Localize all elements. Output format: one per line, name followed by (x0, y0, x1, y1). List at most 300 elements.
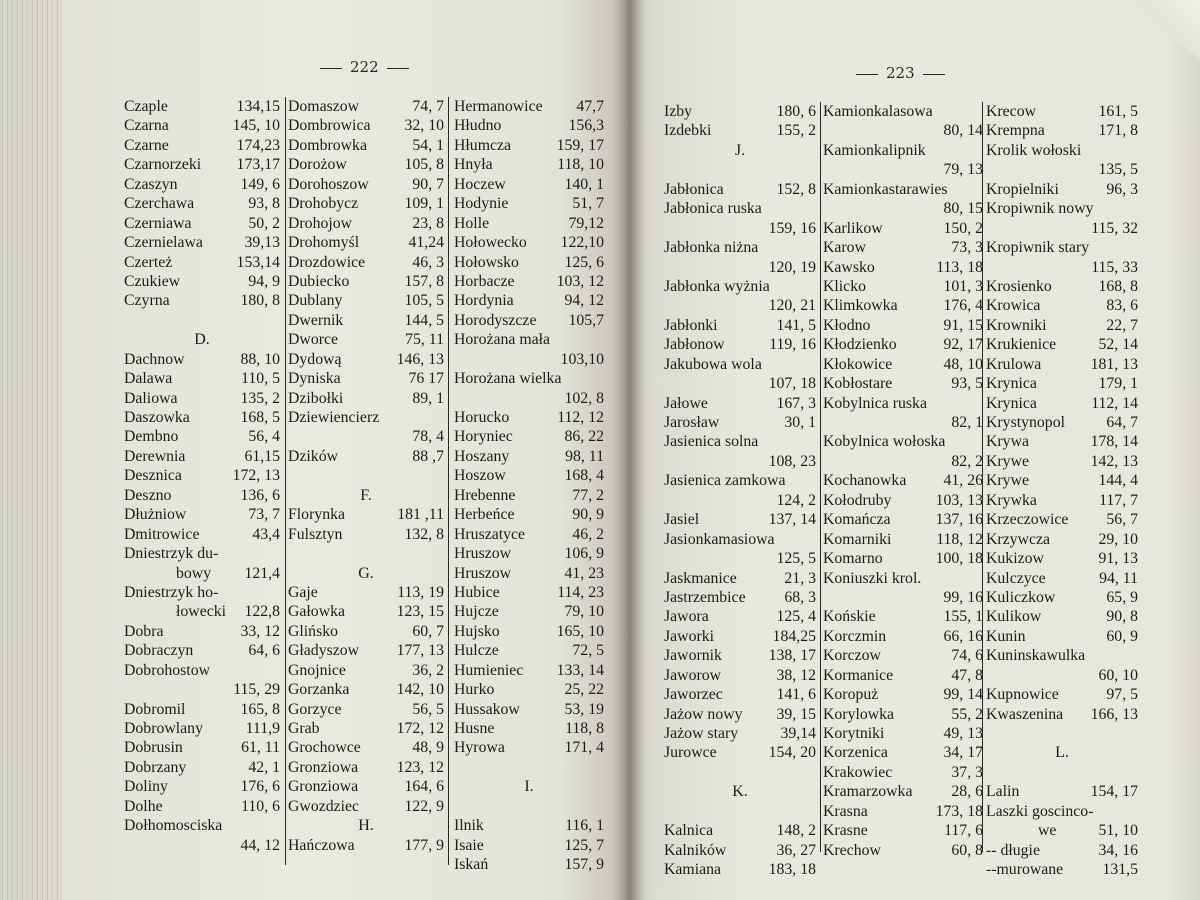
index-entry (288, 389, 444, 408)
place-name: Kupnowice (986, 686, 1059, 704)
page-reference: 73, 3 (951, 239, 983, 257)
right-page-number-text: 223 (886, 64, 915, 82)
place-name: Kłokowice (823, 355, 893, 373)
place-name: Kalników (664, 841, 727, 859)
page-reference: 137, 16 (935, 511, 983, 529)
page-reference: 123, 15 (396, 603, 444, 621)
place-name: Horbacze (454, 272, 515, 290)
page-reference: 76 17 (408, 370, 444, 388)
place-name: Hoczew (454, 175, 506, 193)
page-reference: 41, 26 (943, 472, 983, 490)
place-name: Jabłonow (664, 336, 725, 354)
right-column-3 (986, 102, 1138, 880)
column-rule (982, 102, 983, 852)
place-name: Herbeńce (454, 506, 515, 524)
place-name: Dorożow (288, 156, 347, 174)
index-entry (454, 311, 604, 330)
index-entry (454, 233, 604, 252)
place-name: Drohobycz (288, 195, 359, 213)
index-entry (664, 296, 816, 315)
index-entry (288, 350, 444, 369)
index-entry (454, 253, 604, 272)
index-entry (454, 836, 604, 855)
index-entry (664, 102, 816, 121)
index-entry (288, 291, 444, 310)
page-reference: 28, 6 (951, 783, 983, 801)
place-name: Kobylnica ruska (823, 394, 927, 412)
page-reference: 56, 5 (412, 700, 444, 718)
page-reference: 60, 9 (1106, 627, 1138, 645)
place-name: Kuliczkow (986, 588, 1056, 606)
place-name: Gorzanka (288, 681, 350, 699)
place-name: bowy (176, 564, 212, 582)
place-name: Dmitrowice (124, 525, 200, 543)
index-entry (664, 277, 816, 296)
index-entry (454, 505, 604, 524)
place-name: Jałowe (664, 394, 708, 412)
place-name: Hyrowa (454, 739, 505, 757)
page-reference: 53, 19 (564, 700, 604, 718)
place-name: Dwernik (288, 311, 344, 329)
index-entry (124, 233, 280, 252)
page-reference: 167, 3 (776, 394, 816, 412)
page-reference: 49, 13 (943, 725, 983, 742)
page-reference: 180, 6 (776, 103, 816, 120)
index-entry (454, 719, 604, 738)
index-entry (454, 661, 604, 680)
index-entry (454, 700, 604, 719)
left-column-1 (124, 97, 280, 855)
page-reference: 33, 12 (240, 622, 280, 640)
place-name: Dalawa (124, 370, 173, 388)
page-reference: 90, 8 (1106, 608, 1138, 626)
place-name: Hoszow (454, 467, 506, 485)
page-reference: 161, 5 (1098, 103, 1138, 120)
place-name: Krzeczowice (986, 511, 1069, 529)
page-reference: 47, 8 (951, 666, 983, 684)
index-entry (823, 569, 983, 588)
index-entry (823, 335, 983, 354)
index-entry (124, 369, 280, 388)
index-entry (124, 505, 280, 524)
index-entry (986, 666, 1138, 685)
index-entry (664, 841, 816, 860)
page-reference: 30, 1 (784, 414, 816, 431)
place-name: Hodynie (454, 195, 509, 213)
page-reference: 124, 2 (776, 491, 816, 509)
column-rule (448, 97, 449, 865)
index-entry (823, 471, 983, 490)
page-reference: 117, 6 (944, 822, 983, 840)
page-reference: 172, 12 (396, 720, 444, 737)
index-entry (454, 486, 604, 505)
page-reference: 98, 11 (565, 447, 604, 465)
page-reference: 73, 7 (248, 506, 280, 524)
place-name: Jasiel (664, 511, 700, 529)
place-name: Kalnica (664, 822, 714, 840)
place-name: Jabłonka niżna (664, 239, 759, 257)
place-name: Krowniki (986, 316, 1047, 334)
page-reference: 86, 22 (564, 428, 604, 446)
page-reference: 121,4 (244, 564, 280, 582)
page-reference: 183, 18 (768, 861, 816, 879)
place-name: Daszowka (124, 409, 190, 426)
page-reference: 68, 3 (784, 588, 816, 606)
index-entry (454, 330, 604, 349)
index-entry (288, 447, 444, 466)
place-name: Hruszatyce (454, 525, 526, 543)
right-column-1 (664, 102, 816, 880)
page-reference: 115, 33 (1091, 258, 1138, 276)
page-reference: 94, 12 (564, 292, 604, 310)
place-name: Humieniec (454, 661, 524, 679)
place-name: Hussakow (454, 700, 520, 718)
page-reference: 156,3 (568, 117, 604, 135)
page-reference: 171, 4 (564, 739, 604, 757)
place-name: Kamionkalipnik (823, 141, 926, 159)
page-reference: 113, 18 (936, 258, 983, 276)
index-entry (823, 394, 983, 413)
place-name: Hrebenne (454, 486, 516, 504)
place-name: Dobrohostow (124, 661, 211, 679)
index-entry (986, 607, 1138, 626)
index-entry (454, 855, 604, 874)
index-entry (823, 199, 983, 218)
place-name: Jawornik (664, 647, 722, 665)
index-entry (986, 296, 1138, 315)
page-reference: 99, 14 (943, 686, 983, 704)
index-entry (288, 175, 444, 194)
page-reference: 115, 29 (233, 681, 280, 699)
place-name: Doliny (124, 778, 168, 796)
index-entry (124, 758, 280, 777)
place-name: Hołowsko (454, 253, 519, 271)
place-name: Kawsko (823, 258, 875, 276)
place-name: Krywka (986, 491, 1037, 509)
page-reference: 116, 1 (565, 817, 604, 835)
place-name: Końskie (823, 608, 876, 626)
place-name: Jasionkamasiowa (664, 530, 775, 548)
page-reference: 79, 10 (564, 603, 604, 621)
place-name: Derewnia (124, 447, 186, 465)
place-name: Dobromil (124, 700, 186, 718)
index-entry (986, 685, 1138, 704)
bleed-through-text (95, 18, 104, 44)
index-entry (124, 194, 280, 213)
index-entry (454, 641, 604, 660)
page-reference: 51, 10 (1098, 822, 1138, 840)
index-entry (454, 97, 604, 116)
place-name: Kobłostare (823, 375, 893, 393)
index-entry (664, 530, 816, 549)
place-name: Glińsko (288, 622, 339, 640)
place-name: Kwaszenina (986, 705, 1064, 723)
place-name: Krynica (986, 394, 1037, 412)
page-reference: 122,10 (560, 234, 604, 252)
index-entry (823, 316, 983, 335)
place-name: Dniestrzyk ho- (124, 583, 219, 601)
index-entry (664, 121, 816, 140)
page-reference: 21, 3 (784, 569, 816, 587)
index-entry (986, 258, 1138, 277)
section-letter: D. (194, 331, 210, 349)
page-reference: 144, 5 (404, 311, 444, 329)
section-letter: G. (358, 564, 374, 582)
page-reference: 164, 6 (404, 778, 444, 796)
place-name: Kuninskawulka (986, 647, 1086, 665)
index-entry (823, 588, 983, 607)
index-entry (823, 102, 983, 121)
index-entry (986, 316, 1138, 335)
page-reference: 125, 5 (776, 550, 816, 568)
index-entry (124, 700, 280, 719)
page-reference: 43,4 (252, 525, 280, 543)
index-entry (986, 374, 1138, 393)
place-name: Czarnorzeki (124, 156, 202, 174)
index-entry (664, 413, 816, 432)
place-name: Hłudno (454, 117, 502, 135)
place-name: Krakowiec (823, 763, 893, 781)
page-reference: 122, 9 (404, 797, 444, 815)
index-entry (986, 355, 1138, 374)
page-reference: 120, 21 (768, 297, 816, 315)
place-name: Kunin (986, 627, 1026, 645)
place-name: Dorohoszow (288, 175, 369, 193)
place-name: Horożana mała (454, 331, 551, 349)
index-entry (454, 350, 604, 369)
index-entry (823, 627, 983, 646)
index-entry (664, 316, 816, 335)
page-reference: 141, 5 (776, 316, 816, 334)
page-reference: 155, 2 (776, 122, 816, 140)
index-entry (288, 427, 444, 446)
index-entry (664, 199, 816, 218)
index-entry (986, 841, 1138, 860)
page-reference: 179, 1 (1098, 375, 1138, 393)
index-entry (664, 569, 816, 588)
index-entry (986, 219, 1138, 238)
place-name: Kamionkastarawies (823, 180, 948, 198)
place-name: Jurowce (664, 744, 717, 762)
index-entry (288, 622, 444, 641)
index-entry (124, 427, 280, 446)
index-entry (986, 335, 1138, 354)
place-name: Krywe (986, 472, 1029, 490)
place-name: Krulowa (986, 355, 1042, 373)
page-reference: 51, 7 (572, 195, 604, 213)
place-name: Krystynopol (986, 414, 1065, 431)
page-reference: 79, 13 (943, 161, 983, 179)
index-entry (823, 802, 983, 821)
page-reference: 177, 9 (404, 836, 444, 854)
page-reference: 117, 7 (1099, 491, 1138, 509)
index-entry (124, 291, 280, 310)
page-reference: 66, 16 (943, 627, 983, 645)
page-reference: 74, 7 (412, 98, 444, 115)
place-name: Gnojnice (288, 661, 346, 679)
index-entry (124, 486, 280, 505)
index-entry (454, 136, 604, 155)
place-name: Hordynia (454, 292, 514, 310)
place-name: Dobrzany (124, 758, 187, 776)
index-entry (986, 627, 1138, 646)
index-entry (664, 646, 816, 665)
index-entry (288, 214, 444, 233)
page-reference: 46, 2 (572, 525, 604, 543)
place-name: Krywa (986, 433, 1029, 451)
place-name: Lalin (986, 783, 1020, 801)
index-entry (823, 355, 983, 374)
index-entry (124, 350, 280, 369)
page-reference: 47,7 (576, 98, 604, 115)
page-reference: 142, 10 (396, 681, 444, 699)
place-name: Kłodzienko (823, 336, 897, 354)
section-letter: L. (1055, 744, 1069, 762)
page-reference: 25, 22 (564, 681, 604, 699)
page-reference: 96, 3 (1106, 180, 1138, 198)
page-reference: 171, 8 (1098, 122, 1138, 140)
place-name: -- długie (986, 841, 1040, 859)
index-entry (986, 860, 1138, 879)
index-entry (124, 272, 280, 291)
place-name: Kropiwnik stary (986, 239, 1090, 257)
place-name: Laszki goscinco- (986, 802, 1094, 820)
place-name: Dołhomosciska (124, 817, 223, 835)
place-name: Dydową (288, 350, 342, 368)
index-entry (124, 447, 280, 466)
place-name: Krynica (986, 375, 1037, 393)
place-name: Drohojow (288, 214, 353, 232)
page-reference: 174,23 (236, 136, 280, 154)
place-name: Czerniawa (124, 214, 192, 232)
place-name: Klicko (823, 277, 866, 295)
page-reference: 148, 2 (776, 822, 816, 840)
index-entry (664, 355, 816, 374)
index-entry (986, 724, 1138, 743)
page-reference: 48, 9 (412, 739, 444, 757)
page-reference: 118, 10 (557, 156, 604, 174)
index-entry (823, 510, 983, 529)
index-entry (664, 335, 816, 354)
place-name: Korzenica (823, 744, 888, 762)
place-name: Holle (454, 214, 490, 232)
index-entry (986, 569, 1138, 588)
index-entry (454, 369, 604, 388)
place-name: Krasne (823, 822, 868, 840)
index-entry (288, 505, 444, 524)
place-name: Kamiana (664, 861, 722, 879)
page-reference: 181, 13 (1090, 355, 1138, 373)
page-reference: 107, 18 (768, 375, 816, 393)
index-entry (823, 763, 983, 782)
page-reference: 44, 12 (240, 836, 280, 854)
index-entry (664, 666, 816, 685)
index-entry (288, 330, 444, 349)
index-entry (454, 797, 604, 816)
page-reference: 60, 8 (951, 841, 983, 859)
page-reference: 110, 5 (241, 370, 280, 388)
place-name: Dolhe (124, 797, 163, 815)
index-entry (124, 816, 280, 835)
place-name: Kropiwnik nowy (986, 200, 1094, 218)
place-name: Dubiecko (288, 272, 350, 290)
place-name: Kamionkalasowa (823, 103, 933, 120)
page-reference: 29, 10 (1098, 530, 1138, 548)
place-name: Kobylnica wołoska (823, 433, 946, 451)
place-name: Czerchawa (124, 195, 195, 213)
place-name: Dzików (288, 447, 339, 465)
page-reference: 92, 17 (943, 336, 983, 354)
index-entry (288, 97, 444, 116)
place-name: Dachnow (124, 350, 185, 368)
place-name: Czarne (124, 136, 169, 154)
index-entry (823, 646, 983, 665)
page-reference: 42, 1 (248, 758, 280, 776)
place-name: Gałowka (288, 603, 346, 621)
place-name: Krecow (986, 103, 1036, 120)
page-reference: 106, 9 (564, 545, 604, 563)
place-name: Czaszyn (124, 175, 178, 193)
index-entry (823, 374, 983, 393)
index-entry (124, 719, 280, 738)
page-reference: 115, 32 (1091, 219, 1138, 237)
place-name: Komańcza (823, 511, 891, 529)
page-reference: 90, 7 (412, 175, 444, 193)
index-entry (288, 661, 444, 680)
index-entry (124, 408, 280, 427)
index-entry (986, 491, 1138, 510)
index-entry (986, 782, 1138, 801)
index-entry (454, 116, 604, 135)
place-name: Jasienica zamkowa (664, 472, 786, 490)
place-name: Gronziowa (288, 758, 359, 776)
index-entry (124, 738, 280, 757)
index-entry (823, 432, 983, 451)
page-reference: 134,15 (236, 98, 280, 115)
index-entry (454, 194, 604, 213)
index-entry (454, 155, 604, 174)
page-reference: 82, 2 (951, 452, 983, 470)
page-reference: 22, 7 (1106, 316, 1138, 334)
page-reference: 39,13 (244, 234, 280, 252)
index-entry (124, 389, 280, 408)
index-entry (124, 777, 280, 796)
page-reference: 34, 16 (1098, 841, 1138, 859)
place-name: Drozdowice (288, 253, 366, 271)
index-entry (124, 836, 280, 855)
place-name: Hłumcza (454, 136, 512, 154)
place-name: Krowica (986, 297, 1041, 315)
page-reference: 176, 6 (240, 778, 280, 796)
page-reference: 36, 27 (776, 841, 816, 859)
page-reference: 80, 15 (943, 200, 983, 218)
place-name: Jakubowa wola (664, 355, 762, 373)
index-entry (454, 602, 604, 621)
place-name: Jawora (664, 608, 709, 626)
page-reference: 136, 6 (240, 486, 280, 504)
page-reference: 48, 10 (943, 355, 983, 373)
place-name: Isaie (454, 836, 484, 854)
page-reference: 113, 19 (397, 583, 444, 601)
place-name: Husne (454, 720, 495, 737)
index-entry (986, 646, 1138, 665)
page-reference: 111,9 (245, 720, 280, 737)
index-entry (288, 602, 444, 621)
place-name: Hańczowa (288, 836, 355, 854)
page-reference: 173,17 (236, 156, 280, 174)
index-entry (454, 389, 604, 408)
index-entry (664, 685, 816, 704)
